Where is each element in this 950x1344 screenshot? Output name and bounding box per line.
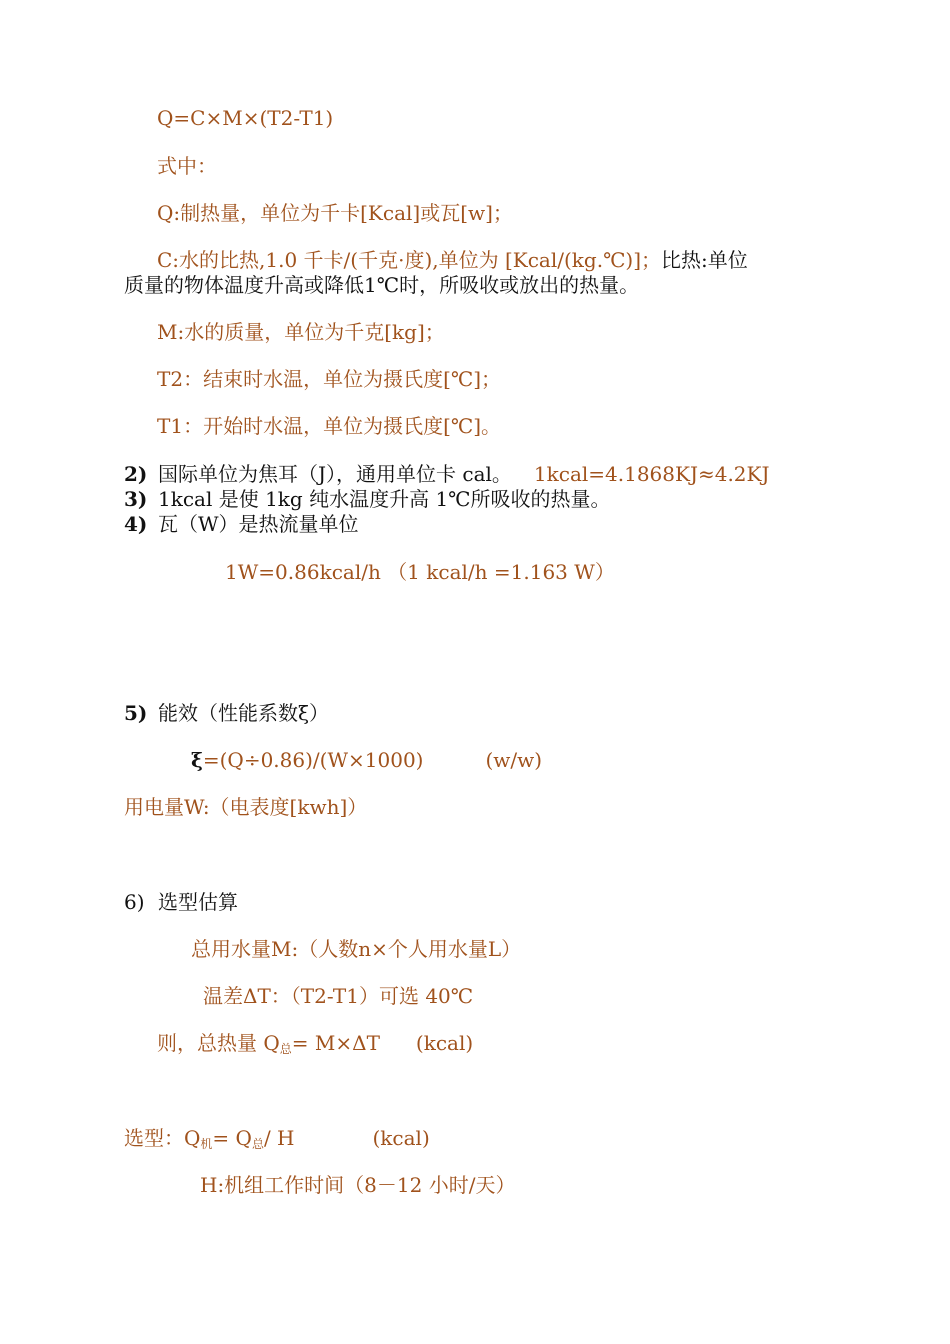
c-definition-line1	[157, 248, 748, 272]
selection-unit: (kcal)	[372, 1126, 430, 1150]
total-subscript: 总	[279, 1042, 292, 1056]
list-number: 2)	[124, 462, 148, 486]
total-water: 总用水量M:（人数n×个人用水量L）	[191, 937, 522, 961]
selection-formula	[124, 1126, 430, 1156]
kcal-conversion: 1kcal=4.1868KJ≈4.2KJ	[533, 462, 770, 486]
power-use: 用电量W:（电表度[kwh]）	[124, 795, 368, 819]
t2-definition: T2：结束时水温，单位为摄氏度[℃]；	[157, 367, 502, 391]
list-item-text: 1kcal 是使 1kg 纯水温度升高 1℃所吸收的热量。	[158, 487, 611, 511]
list-item-text: 选型估算	[158, 890, 238, 914]
list-number: 6)	[124, 890, 145, 914]
list-number: 5)	[124, 701, 148, 725]
machine-subscript: 机	[200, 1137, 213, 1151]
list-item-2	[124, 462, 770, 486]
selection-label: 选型：Q	[124, 1126, 201, 1150]
list-item-text: 国际单位为焦耳（J），通用单位卡 cal。	[158, 462, 512, 486]
total-heat-unit: (kcal)	[415, 1031, 474, 1055]
list-number: 3)	[124, 487, 148, 511]
xi-symbol: ξ	[191, 748, 203, 772]
c-definition-text: C:水的比热,1.0 千卡/(千克·度),单位为 [Kcal/(kg.℃)]；	[157, 248, 662, 272]
total-subscript: 总	[251, 1137, 264, 1151]
list-item-4	[124, 512, 359, 536]
list-item-3	[124, 487, 611, 511]
main-formula: Q=C×M×(T2-T1)	[157, 106, 334, 130]
list-item-text: 瓦（W）是热流量单位	[158, 512, 359, 536]
temperature-difference: 温差ΔT：（T2-T1）可选 40℃	[203, 984, 474, 1008]
c-definition-line2: 质量的物体温度升高或降低1℃时，所吸收或放出的热量。	[124, 273, 640, 297]
list-item-text: 能效（性能系数ξ）	[158, 701, 330, 725]
total-heat-label: 则，总热量 Q	[157, 1031, 280, 1055]
selection-equals: = Q	[212, 1126, 252, 1150]
specific-heat-label: 比热:单位	[661, 248, 748, 272]
watt-conversion: 1W=0.86kcal/h （1 kcal/h =1.163 W）	[225, 560, 615, 584]
list-number: 4)	[124, 512, 148, 536]
efficiency-formula	[191, 748, 542, 772]
t1-definition: T1：开始时水温，单位为摄氏度[℃]。	[157, 414, 502, 438]
selection-divisor: / H	[263, 1126, 295, 1150]
total-heat	[157, 1031, 473, 1061]
efficiency-expression: =(Q÷0.86)/(W×1000)	[202, 748, 424, 772]
efficiency-unit: (w/w)	[485, 748, 543, 772]
total-heat-expression: = M×ΔT	[291, 1031, 380, 1055]
list-item-6	[124, 890, 238, 914]
working-hours: H:机组工作时间（8－12 小时/天）	[200, 1173, 516, 1197]
q-definition: Q:制热量，单位为千卡[Kcal]或瓦[w]；	[157, 201, 513, 225]
where-label: 式中：	[157, 154, 217, 178]
list-item-5	[124, 701, 329, 725]
m-definition: M:水的质量，单位为千克[kg]；	[157, 320, 445, 344]
